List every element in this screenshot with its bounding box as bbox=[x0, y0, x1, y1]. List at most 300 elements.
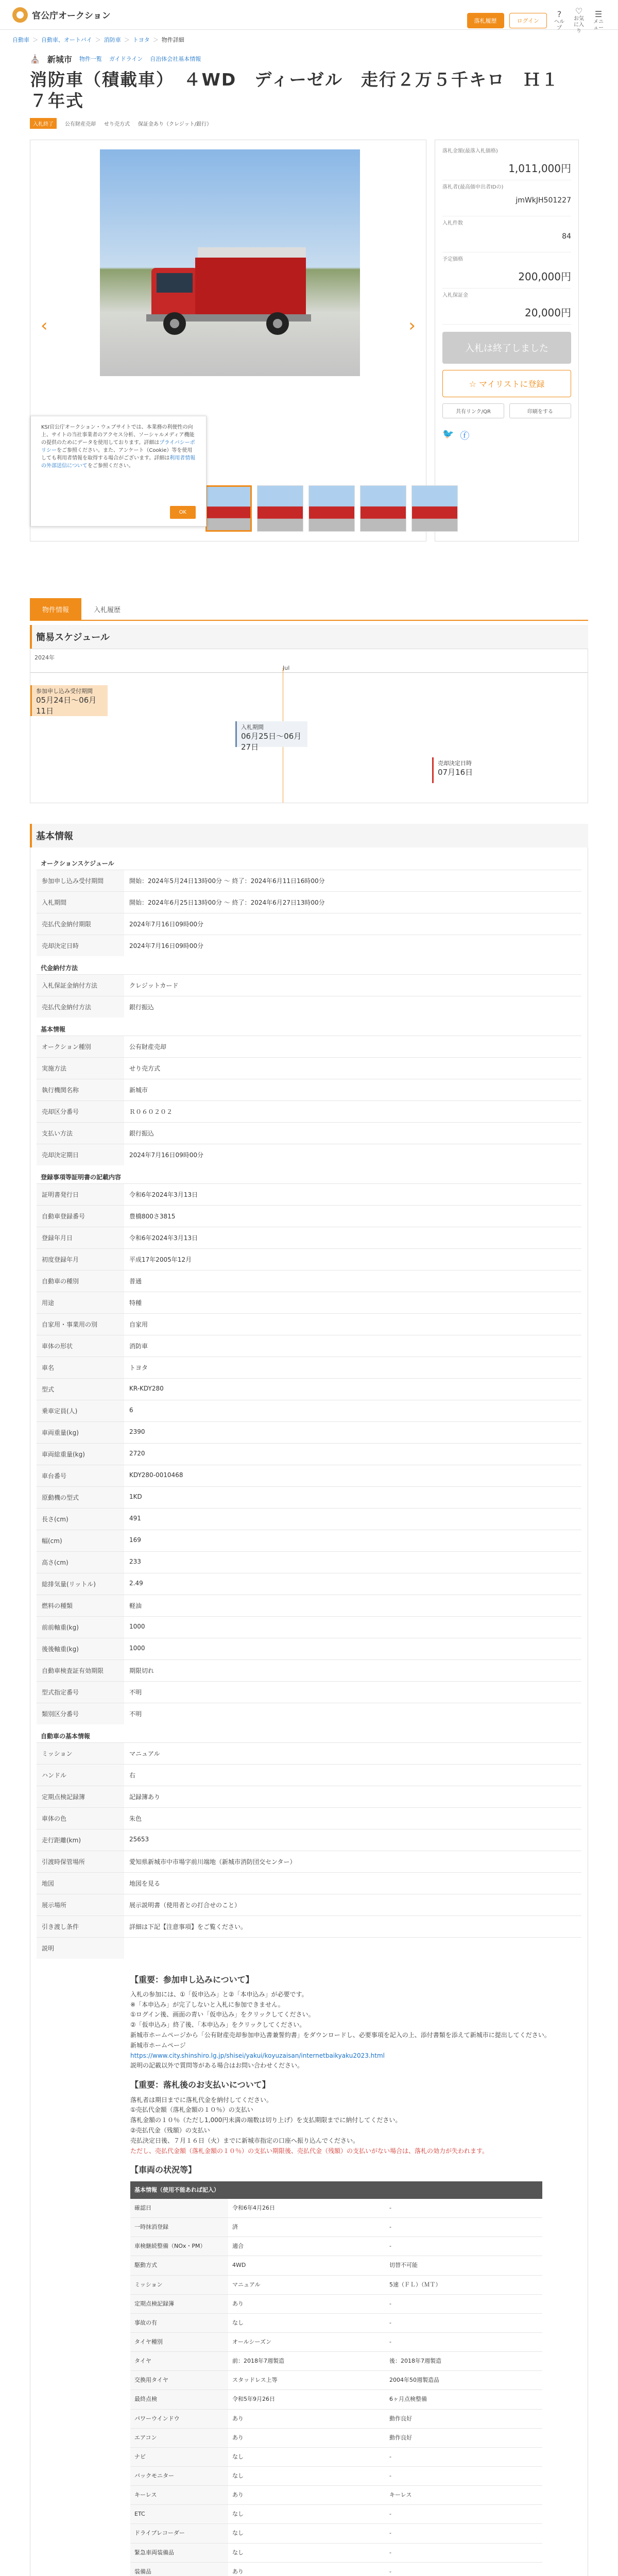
favorites-button[interactable] bbox=[572, 6, 586, 35]
info-url-link[interactable]: https://www.city.shinshiro.lg.jp/shisei/yakui/koyuzaisan/internetbaikyaku2023.html bbox=[130, 2052, 385, 2059]
add-mylist-button[interactable] bbox=[442, 370, 571, 397]
desc-text: ※「本申込み」が完了しないと入札に参加できません。 bbox=[130, 2001, 284, 2008]
info-key: ハンドル bbox=[37, 1765, 124, 1786]
vehicle-condition-table bbox=[130, 2181, 542, 2576]
desc-text: 入札の参加には、①「仮申込み」と②「本申込み」が必要です。 bbox=[130, 1990, 308, 1998]
info-key: 用途 bbox=[37, 1292, 124, 1313]
info-row bbox=[37, 1122, 581, 1144]
info-value: 豊橋800さ3815 bbox=[129, 1212, 176, 1220]
desc-text: ただし、売払代金額（落札金額の１０％）の支払い期限後、売払代金（残額）の支払いがない場合は、落札の効力が失われます。 bbox=[130, 2147, 489, 2155]
tab-bid-history[interactable]: 入札履歴 bbox=[93, 606, 121, 614]
info-key: 前前軸重(kg) bbox=[37, 1617, 124, 1638]
status-badge: 入札終了 bbox=[30, 118, 57, 129]
desc-heading: 【重要：参加申し込みについて】 bbox=[130, 1974, 254, 1985]
desc-text: ①売払代金額（落札金額の１０％）の支払い bbox=[130, 2106, 253, 2114]
desc-text: 新城市ホームページ bbox=[130, 2041, 186, 2049]
cond-cell: あり bbox=[228, 2562, 385, 2576]
bid-summary-panel bbox=[435, 140, 579, 541]
cond-table-row bbox=[130, 2505, 542, 2524]
start-price: 200,000円 bbox=[518, 270, 571, 283]
info-value: 491 bbox=[129, 1514, 141, 1522]
menu-icon: ☰ bbox=[594, 9, 603, 19]
info-key: 登録年月日 bbox=[37, 1227, 124, 1248]
tag-deposit: 保証金あり（クレジット/銀行） bbox=[138, 122, 212, 127]
info-value: 令和6年2024年3月13日 bbox=[129, 1234, 198, 1242]
info-value: Ｒ０６０２０２ bbox=[129, 1108, 173, 1115]
deposit-amount: 20,000円 bbox=[525, 306, 571, 319]
info-key: 初度登録年月 bbox=[37, 1249, 124, 1270]
main-photo[interactable] bbox=[100, 149, 360, 376]
info-group-title: 基本情報 bbox=[41, 1025, 66, 1033]
info-value: 2720 bbox=[129, 1449, 145, 1457]
info-row bbox=[37, 1205, 581, 1227]
schedule-year: 2024年 bbox=[35, 654, 55, 661]
info-value: 1000 bbox=[129, 1622, 145, 1630]
info-row bbox=[37, 1916, 581, 1937]
info-key: 走行距離(km) bbox=[37, 1829, 124, 1851]
cond-cell: ナビ bbox=[130, 2447, 228, 2466]
cond-cell: 2004年50週製造品 bbox=[385, 2371, 542, 2390]
info-value: 不明 bbox=[129, 1710, 142, 1718]
cond-cell: あり bbox=[228, 2428, 385, 2447]
cond-cell: - bbox=[385, 2466, 542, 2485]
schedule-month: Jul bbox=[283, 664, 290, 671]
info-group-title: 登録事項等証明書の記載内容 bbox=[41, 1173, 122, 1181]
seller-flag-icon: ⛪ bbox=[30, 54, 40, 64]
seller-info-link[interactable]: 自治体会社基本情報 bbox=[150, 56, 201, 62]
cond-cell: タイヤ種別 bbox=[130, 2332, 228, 2351]
info-key: 自動車検査証有効期限 bbox=[37, 1660, 124, 1681]
site-header bbox=[0, 0, 618, 35]
bid-count-label: 入札件数 bbox=[442, 220, 463, 226]
info-key: 売払代金納付方法 bbox=[37, 996, 124, 1018]
info-key: 売却決定期日 bbox=[37, 1144, 124, 1165]
schedule-timeline bbox=[30, 649, 588, 803]
info-value: マニュアル bbox=[129, 1750, 160, 1757]
image-gallery bbox=[30, 140, 426, 541]
info-row bbox=[37, 1144, 581, 1165]
info-value: 銀行振込 bbox=[129, 1129, 154, 1137]
next-photo-arrow-icon[interactable]: › bbox=[408, 315, 416, 336]
info-value: 普通 bbox=[129, 1277, 142, 1285]
schedule-heading: 簡易スケジュール bbox=[30, 625, 588, 649]
cond-cell: 動作良好 bbox=[385, 2428, 542, 2447]
info-key: 型式 bbox=[37, 1379, 124, 1400]
info-key: 自動車登録番号 bbox=[37, 1206, 124, 1227]
cond-cell: 緊急車両装備品 bbox=[130, 2543, 228, 2562]
cond-cell: 令和5年9月26日 bbox=[228, 2390, 385, 2409]
thumbnail[interactable] bbox=[205, 485, 252, 532]
logo-mark-icon bbox=[12, 7, 28, 23]
info-value: 消防車 bbox=[129, 1342, 148, 1350]
cookie-text-2: をご参照ください。また、アンケート（Cookie）等を使用しても利用者情報を取得する場合がございます。詳細は bbox=[41, 447, 193, 461]
cond-cell: - bbox=[385, 2313, 542, 2332]
cond-cell: - bbox=[385, 2505, 542, 2524]
deposit-label: 入札保証金 bbox=[442, 292, 468, 298]
info-group-title: オークションスケジュール bbox=[41, 859, 114, 867]
cond-cell: 事故の有 bbox=[130, 2313, 228, 2332]
info-key: 実施方法 bbox=[37, 1058, 124, 1079]
cond-cell: 適合 bbox=[228, 2237, 385, 2256]
cond-table-row bbox=[130, 2332, 542, 2351]
cond-cell: オールシーズン bbox=[228, 2332, 385, 2351]
info-key: 車名 bbox=[37, 1357, 124, 1378]
info-value: 169 bbox=[129, 1536, 141, 1544]
desc-heading: 【重要：落札後のお支払いについて】 bbox=[130, 2080, 270, 2090]
info-row bbox=[37, 1227, 581, 1248]
final-price-label: 落札金額(最落入札価格) bbox=[442, 148, 498, 154]
info-key: 高さ(cm) bbox=[37, 1552, 124, 1573]
info-value: 記録簿あり bbox=[129, 1793, 161, 1801]
cond-cell: 一時抹消登録 bbox=[130, 2218, 228, 2237]
item-tags bbox=[0, 116, 618, 131]
info-row bbox=[37, 1894, 581, 1916]
login-button[interactable]: ログイン bbox=[509, 13, 547, 28]
cond-cell: 車検継続整備（NOx・PM） bbox=[130, 2237, 228, 2256]
cond-cell: 駆動方式 bbox=[130, 2256, 228, 2275]
info-value: KR-KDY280 bbox=[129, 1384, 164, 1392]
info-row bbox=[37, 1313, 581, 1335]
cond-cell: 交換用タイヤ bbox=[130, 2371, 228, 2390]
cond-cell: 令和6年4月26日 bbox=[228, 2199, 385, 2218]
info-row bbox=[37, 1335, 581, 1357]
info-value: 25653 bbox=[129, 1835, 149, 1843]
info-row bbox=[37, 1638, 581, 1659]
info-value: 愛知県新城市中市場字前川端地（新城市消防団交センター） bbox=[129, 1858, 296, 1866]
info-key: 地図 bbox=[37, 1873, 124, 1894]
info-row bbox=[37, 1183, 581, 1205]
info-row bbox=[37, 1057, 581, 1079]
desc-text: 新城市ホームページから「公有財産売却参加申込書兼誓約書」をダウンロードし、必要事項を記入の上、添付書類を添えて新城市に提出してください。 bbox=[130, 2031, 551, 2039]
desc-row bbox=[37, 1937, 581, 1959]
cond-table-header: 基本情報（使用不能あれば記入） bbox=[130, 2181, 542, 2199]
thumbnail[interactable] bbox=[308, 485, 355, 532]
cond-cell: なし bbox=[228, 2447, 385, 2466]
basic-info-table bbox=[30, 848, 588, 2576]
detail-tabs bbox=[30, 598, 588, 621]
desc-heading: 【車両の状況等】 bbox=[130, 2165, 197, 2175]
info-key: 自動車の種別 bbox=[37, 1270, 124, 1292]
cookie-text: KSI官公庁オークション・ウェブサイトでは、本業務の利便性の向上、サイトの当社事業者のアクセス分析、ソーシャルメディア機能の提供のためにデータを使用しております。詳細は bbox=[41, 424, 195, 446]
breadcrumb-item[interactable]: 自動車、オートバイ bbox=[41, 37, 92, 43]
cond-table-row bbox=[130, 2237, 542, 2256]
cond-cell: 済 bbox=[228, 2218, 385, 2237]
cond-cell: なし bbox=[228, 2505, 385, 2524]
cond-cell: - bbox=[385, 2447, 542, 2466]
info-key: 支払い方法 bbox=[37, 1123, 124, 1144]
info-row bbox=[37, 974, 581, 996]
desc-text: ①ログイン後、画面の青い「仮申込み」をクリックしてください。 bbox=[130, 2011, 315, 2019]
info-key: 入札期間 bbox=[37, 892, 124, 913]
privacy-policy-link[interactable]: プライバシーポリシー bbox=[41, 439, 195, 453]
cond-cell: - bbox=[385, 2332, 542, 2351]
info-value: KDY280-0010468 bbox=[129, 1471, 183, 1479]
info-row bbox=[37, 1378, 581, 1400]
cond-cell: ETC bbox=[130, 2505, 228, 2524]
info-row bbox=[37, 891, 581, 913]
info-row bbox=[37, 1764, 581, 1786]
info-key: 引き渡し条件 bbox=[37, 1916, 124, 1937]
info-value: 平成17年2005年12月 bbox=[129, 1256, 192, 1263]
info-row bbox=[37, 1872, 581, 1894]
final-price: 1,011,000円 bbox=[508, 162, 571, 175]
cond-table-row bbox=[130, 2294, 542, 2313]
info-row bbox=[37, 870, 581, 891]
info-row bbox=[37, 1786, 581, 1807]
guideline-link[interactable]: ガイドライン bbox=[109, 56, 143, 62]
cond-cell: 5速（ＦＬ）（ＭＴ） bbox=[385, 2275, 542, 2294]
cookie-text-3: をご参照ください。 bbox=[87, 463, 134, 469]
info-value: 開始：2024年6月25日13時00分 ～ 終了：2024年6月27日13時00分 bbox=[129, 899, 325, 906]
info-row bbox=[37, 1573, 581, 1595]
cond-table-row bbox=[130, 2199, 542, 2218]
cond-cell: あり bbox=[228, 2409, 385, 2428]
cond-cell: なし bbox=[228, 2524, 385, 2543]
info-value: 自家用 bbox=[129, 1320, 148, 1328]
cookie-ok-button[interactable]: OK bbox=[170, 506, 196, 519]
cond-cell: 装備品 bbox=[130, 2562, 228, 2576]
cond-cell: ドライブレコーダー bbox=[130, 2524, 228, 2543]
desc-label: 説明 bbox=[37, 1938, 124, 1959]
twitter-icon[interactable]: 🐦 bbox=[442, 428, 454, 439]
info-value: クレジットカード bbox=[129, 981, 179, 989]
info-value: 開始：2024年5月24日13時00分 ～ 終了：2024年6月11日16時00分 bbox=[129, 877, 325, 885]
cond-cell: 切替不可能 bbox=[385, 2256, 542, 2275]
cond-cell: キーレス bbox=[385, 2486, 542, 2505]
cond-cell: - bbox=[385, 2218, 542, 2237]
basic-info-heading: 基本情報 bbox=[30, 824, 588, 848]
seller-name[interactable]: 新城市 bbox=[47, 54, 72, 64]
desc-text: ②売払代金（残額）の支払い bbox=[130, 2127, 210, 2134]
info-value: 1000 bbox=[129, 1644, 145, 1652]
cond-cell: 動作良好 bbox=[385, 2409, 542, 2428]
info-key: オークション種別 bbox=[37, 1036, 124, 1057]
breadcrumb-item[interactable]: トヨタ bbox=[132, 37, 150, 43]
info-row bbox=[37, 1079, 581, 1100]
decision-label: 売却決定日時 bbox=[438, 759, 472, 767]
info-value: 詳細は下記【注意事項】をご覧ください。 bbox=[129, 1923, 247, 1930]
cond-table-row bbox=[130, 2313, 542, 2332]
bid-period-label: 入札期間 bbox=[241, 723, 264, 731]
share-link-button[interactable]: 共有リンク/QR bbox=[442, 403, 504, 418]
info-value: 2.49 bbox=[129, 1579, 143, 1587]
thumbnail[interactable] bbox=[411, 485, 458, 532]
info-key: 自家用・事業用の別 bbox=[37, 1314, 124, 1335]
info-row bbox=[37, 913, 581, 935]
cond-table-row bbox=[130, 2543, 542, 2562]
cond-cell: スタッドレス上等 bbox=[228, 2371, 385, 2390]
winner-label: 落札者(最高価申出者IDの) bbox=[442, 184, 504, 190]
info-value: せり売方式 bbox=[129, 1064, 161, 1072]
winner-id: jmWkJH501227 bbox=[516, 196, 571, 205]
help-button[interactable] bbox=[552, 9, 566, 31]
info-key: 長さ(cm) bbox=[37, 1509, 124, 1530]
info-value: トヨタ bbox=[129, 1364, 148, 1371]
cond-cell: - bbox=[385, 2294, 542, 2313]
desc-text: 売払決定日後、７月１６日（火）までに新城市指定の口座へ振り込んでください。 bbox=[130, 2137, 359, 2144]
cond-table-row bbox=[130, 2218, 542, 2237]
apply-period-dates: 05月24日～06月11日 bbox=[36, 695, 97, 716]
info-value: 朱色 bbox=[129, 1815, 142, 1822]
prev-photo-arrow-icon[interactable]: ‹ bbox=[41, 315, 48, 336]
info-row bbox=[37, 1036, 581, 1057]
cond-cell: - bbox=[385, 2199, 542, 2218]
info-value: 2024年7月16日09時00分 bbox=[129, 920, 203, 928]
cond-cell: マニュアル bbox=[228, 2275, 385, 2294]
desc-text: 説明の記載以外で質問等がある場合はお問い合わせください。 bbox=[130, 2062, 304, 2070]
info-key: ミッション bbox=[37, 1743, 124, 1764]
info-row bbox=[37, 1703, 581, 1724]
info-value: 不明 bbox=[129, 1688, 142, 1696]
info-key: 定期点検記録簿 bbox=[37, 1786, 124, 1807]
cond-cell: エアコン bbox=[130, 2428, 228, 2447]
info-value: 地図を見る bbox=[129, 1879, 161, 1887]
info-row bbox=[37, 1742, 581, 1764]
breadcrumb-item[interactable]: 自動車 bbox=[12, 37, 29, 43]
desc-link-line bbox=[130, 2051, 575, 2061]
facebook-icon[interactable]: ⓕ bbox=[460, 430, 470, 442]
cond-table-row bbox=[130, 2352, 542, 2371]
bid-count: 84 bbox=[562, 232, 571, 241]
cond-table-row bbox=[130, 2466, 542, 2485]
info-key: 車台番号 bbox=[37, 1465, 124, 1486]
external-sending-link[interactable]: 利用者情報の外部送信について bbox=[41, 455, 196, 469]
info-row bbox=[37, 1659, 581, 1681]
start-price-label: 予定価格 bbox=[442, 256, 463, 262]
thumbnail[interactable] bbox=[360, 485, 406, 532]
info-row bbox=[37, 1829, 581, 1851]
info-row bbox=[37, 1616, 581, 1638]
info-row bbox=[37, 935, 581, 956]
info-row bbox=[37, 1100, 581, 1122]
cond-cell: なし bbox=[228, 2466, 385, 2485]
site-logo[interactable] bbox=[12, 7, 111, 23]
info-key: 執行機関名称 bbox=[37, 1079, 124, 1100]
cond-table-row bbox=[130, 2275, 542, 2294]
info-row bbox=[37, 1486, 581, 1508]
info-value: 軽油 bbox=[129, 1602, 142, 1609]
info-value: 6 bbox=[129, 1406, 133, 1414]
info-value: 期限切れ bbox=[129, 1667, 154, 1674]
description bbox=[37, 1959, 581, 2576]
bid-period-bar bbox=[235, 721, 307, 752]
cond-cell: 6ヶ月点検整備 bbox=[385, 2390, 542, 2409]
breadcrumb-item[interactable]: 消防車 bbox=[104, 37, 121, 43]
cond-cell: キーレス bbox=[130, 2486, 228, 2505]
desc-text: ②「仮申込み」終了後、「本申込み」をクリックしてください。 bbox=[130, 2021, 306, 2029]
seller-items-link[interactable]: 物件一覧 bbox=[79, 56, 102, 62]
print-button[interactable]: 印刷をする bbox=[509, 403, 571, 418]
logo-text: 官公庁オークション bbox=[32, 11, 111, 21]
info-row bbox=[37, 1270, 581, 1292]
desc-spacer bbox=[124, 1938, 581, 1959]
info-value: 1KD bbox=[129, 1493, 142, 1500]
cond-table-row bbox=[130, 2256, 542, 2275]
cond-cell: あり bbox=[228, 2294, 385, 2313]
info-row bbox=[37, 1681, 581, 1703]
info-key: 型式指定番号 bbox=[37, 1682, 124, 1703]
info-key: 総排気量(リットル) bbox=[37, 1573, 124, 1595]
page-title: 消防車（積載車） ４WD ディーゼル 走行２万５千キロ Ｈ１７年式 bbox=[30, 70, 559, 111]
cond-cell: あり bbox=[228, 2486, 385, 2505]
cond-cell: 前：2018年7週製造 bbox=[228, 2352, 385, 2371]
info-row bbox=[37, 1595, 581, 1616]
info-value: 2024年7月16日09時00分 bbox=[129, 942, 203, 950]
info-row bbox=[37, 1851, 581, 1872]
menu-label: メニュー bbox=[593, 19, 604, 31]
cond-cell: なし bbox=[228, 2313, 385, 2332]
add-mylist-label: マイリストに登録 bbox=[479, 379, 545, 389]
info-key: 引渡時保管場所 bbox=[37, 1851, 124, 1872]
info-key: 参加申し込み受付期間 bbox=[37, 870, 124, 891]
cond-cell: ミッション bbox=[130, 2275, 228, 2294]
cond-table-row bbox=[130, 2409, 542, 2428]
info-value: 2390 bbox=[129, 1428, 145, 1435]
info-key: 車両総重量(kg) bbox=[37, 1444, 124, 1465]
info-key: 原動機の型式 bbox=[37, 1487, 124, 1508]
info-key: 後後軸重(kg) bbox=[37, 1638, 124, 1659]
info-value: 令和6年2024年3月13日 bbox=[129, 1191, 198, 1198]
tag-method: せり売方式 bbox=[104, 122, 130, 127]
info-group-title: 代金納付方法 bbox=[41, 964, 78, 972]
cond-cell: - bbox=[385, 2562, 542, 2576]
info-value: 銀行振込 bbox=[129, 1003, 154, 1011]
info-value: 2024年7月16日09時00分 bbox=[129, 1151, 203, 1159]
cond-cell: バックモニター bbox=[130, 2466, 228, 2485]
info-row bbox=[37, 1357, 581, 1378]
info-key: 車体の色 bbox=[37, 1808, 124, 1829]
favorites-label: お気に入り bbox=[574, 16, 584, 35]
cond-cell: - bbox=[385, 2524, 542, 2543]
heart-icon: ♡ bbox=[575, 6, 583, 16]
cookie-notice bbox=[30, 416, 207, 527]
info-key: 入札保証金納付方法 bbox=[37, 975, 124, 996]
cond-table-row bbox=[130, 2371, 542, 2390]
cond-table-row bbox=[130, 2428, 542, 2447]
help-label: ヘルプ bbox=[554, 19, 564, 31]
cond-cell: 最終点検 bbox=[130, 2390, 228, 2409]
info-row bbox=[37, 1292, 581, 1313]
star-icon: ☆ bbox=[469, 379, 479, 389]
info-row bbox=[37, 1530, 581, 1551]
breadcrumb-current: 物件詳細 bbox=[161, 37, 184, 43]
desc-text: 落札金額の１０％（ただし1,000円未満の端数は切り上げ）を支払期限までに納付してください。 bbox=[130, 2116, 402, 2124]
cond-cell: - bbox=[385, 2237, 542, 2256]
cond-cell: なし bbox=[228, 2543, 385, 2562]
cond-table-row bbox=[130, 2390, 542, 2409]
info-key: 証明書発行日 bbox=[37, 1184, 124, 1205]
apply-period-label: 参加申し込み受付期間 bbox=[36, 687, 93, 694]
info-row bbox=[37, 1400, 581, 1421]
tag-sale-type: 公有財産売却 bbox=[65, 122, 96, 127]
cond-cell: 定期点検記録簿 bbox=[130, 2294, 228, 2313]
thumbnail[interactable] bbox=[257, 485, 303, 532]
cond-cell: - bbox=[385, 2543, 542, 2562]
bid-closed-button: 入札は終了しました bbox=[442, 332, 571, 364]
tab-item-info[interactable]: 物件情報 bbox=[30, 598, 81, 620]
info-group-title: 自動車の基本情報 bbox=[41, 1732, 91, 1740]
fire-truck-image bbox=[146, 237, 311, 340]
info-row bbox=[37, 1508, 581, 1530]
bid-history-button[interactable]: 落札履歴 bbox=[467, 13, 504, 28]
menu-button[interactable] bbox=[591, 9, 606, 31]
cond-cell: 確認日 bbox=[130, 2199, 228, 2218]
info-key: 燃料の種類 bbox=[37, 1595, 124, 1616]
info-value: 233 bbox=[129, 1557, 141, 1565]
cond-table-row bbox=[130, 2562, 542, 2576]
info-row bbox=[37, 1551, 581, 1573]
cond-table-row bbox=[130, 2486, 542, 2505]
